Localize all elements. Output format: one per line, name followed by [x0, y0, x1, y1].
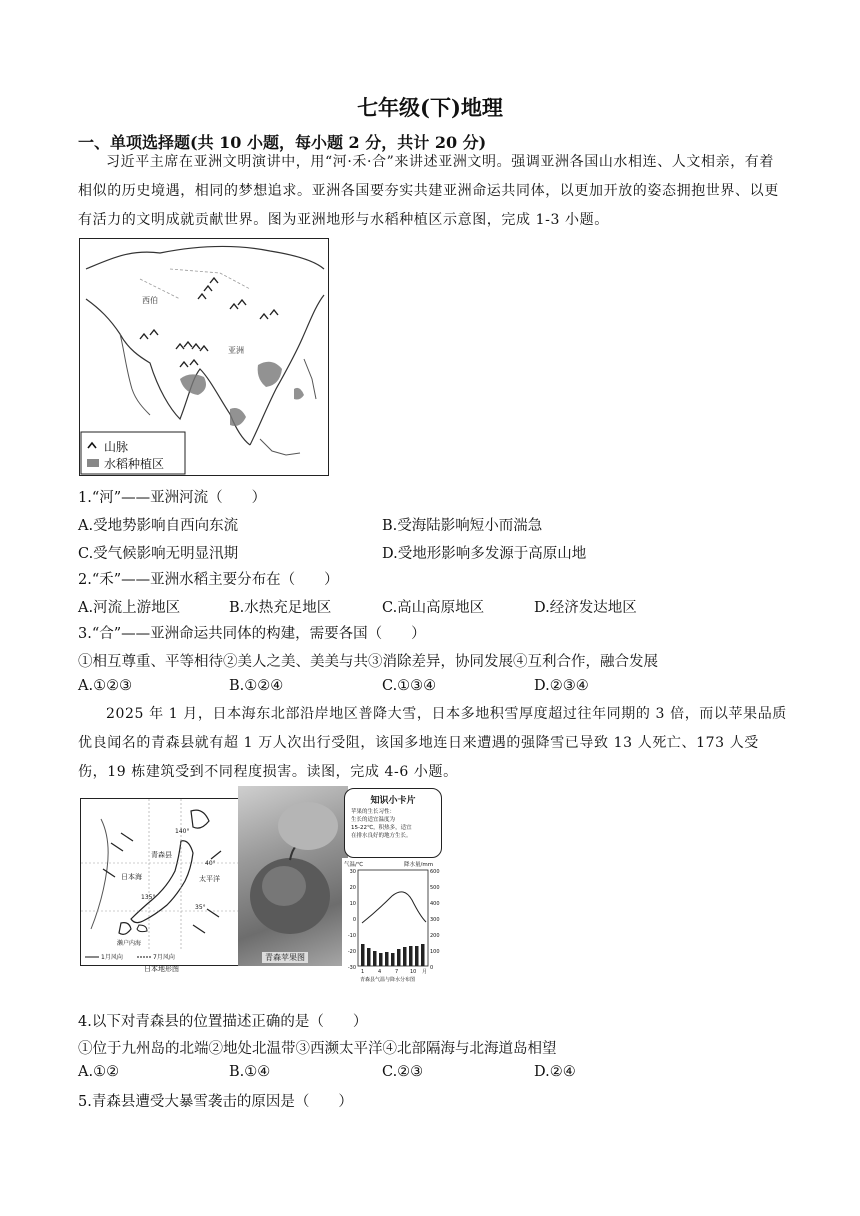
photo-caption: 青森苹果图	[262, 952, 308, 963]
q1-option-d: D.受地形影响多发源于高原山地	[382, 546, 587, 562]
temperature-line	[362, 892, 426, 923]
temp-tick: 10	[349, 901, 356, 907]
temp-tick: -30	[347, 965, 356, 971]
q2-stem: 2.“禾”——亚洲水稻主要分布在（ ）	[78, 572, 339, 588]
precip-tick: 500	[430, 885, 440, 891]
japan-figure	[78, 786, 448, 986]
precip-tick: 600	[430, 869, 440, 875]
temp-tick: -10	[347, 933, 356, 939]
precip-bar	[403, 947, 407, 966]
precip-tick: 100	[430, 949, 440, 955]
month-tick: 7	[395, 969, 399, 975]
q2-option-c: C.高山高原地区	[382, 600, 485, 616]
precip-tick: 0	[430, 965, 434, 971]
page-title: 七年级(下)地理	[357, 95, 503, 120]
map-label-pacific: 太平洋	[199, 875, 220, 883]
q1-option-a: A.受地势影响自西向东流	[78, 518, 239, 534]
q3-option-b: B.①②④	[229, 678, 284, 694]
q5-stem: 5.青森县遭受大暴雪袭击的原因是（ ）	[78, 1094, 353, 1110]
map-label-sea-of-japan: 日本海	[121, 873, 142, 881]
q4-option-d: D.②④	[534, 1064, 576, 1080]
q1-option-b: B.受海陆影响短小而湍急	[382, 518, 543, 534]
q1-stem: 1.“河”——亚洲河流（ ）	[78, 490, 267, 506]
precip-tick: 400	[430, 901, 440, 907]
map-caption: 日本地形图	[144, 965, 179, 973]
q3-option-c: C.①③④	[382, 678, 437, 694]
precip-axis-label: 降水量/mm	[404, 862, 434, 868]
q3-stem: 3.“合”——亚洲命运共同体的构建，需要各国（ ）	[78, 626, 426, 642]
q2-option-a: A.河流上游地区	[78, 600, 181, 616]
q4-stem: 4.以下对青森县的位置描述正确的是（ ）	[78, 1014, 368, 1030]
precip-bar	[391, 953, 395, 966]
asia-map	[80, 239, 328, 475]
passage-1: 习近平主席在亚洲文明演讲中，用“河·禾·合”来讲述亚洲文明。强调亚洲各国山水相连、人文相亲，有着相似的历史境遇，相同的梦想追求。亚洲各国要夯实共建亚洲命运共同体，以更加开放的姿态拥抱世界、以更有活力的文明成就贡献世界。图为亚洲地形与水稻种植区示意图，完成 1-3 小题。	[78, 154, 779, 228]
rice-area-swatch	[87, 459, 99, 467]
card-line-3: 15-22℃，积热多，适宜	[351, 825, 412, 831]
precip-bar	[385, 952, 389, 966]
precip-bar	[415, 946, 419, 966]
legend-jul-wind: 7月风向	[153, 954, 175, 961]
map-label-aomori: 青森县	[151, 851, 172, 859]
climate-chart	[342, 858, 446, 984]
legend-rice: 水稻种植区	[104, 457, 165, 471]
japan-map	[80, 798, 242, 966]
knowledge-card	[344, 788, 442, 858]
precip-bar	[361, 944, 365, 966]
precip-tick: 300	[430, 917, 440, 923]
q3-option-d: D.②③④	[534, 678, 589, 694]
map-label-west: 西伯	[142, 296, 158, 305]
q1-option-c: C.受气候影响无明显汛期	[78, 546, 239, 562]
month-tick: 1	[361, 969, 365, 975]
map-label-135: 135°	[141, 894, 156, 901]
precip-bar	[409, 946, 413, 966]
temp-tick: 20	[349, 885, 356, 891]
map-label-seto: 濑户内海	[117, 940, 142, 947]
map-label-140: 140°	[175, 828, 190, 835]
precip-bar	[373, 951, 377, 966]
card-line-2: 生长的适宜温度为	[351, 817, 396, 823]
q3-items: ①相互尊重、平等相待②美人之美、美美与共③消除差异，协同发展④互利合作，融合发展	[78, 654, 658, 670]
apple-photo	[238, 786, 348, 966]
precip-tick: 200	[430, 933, 440, 939]
temp-axis-label: 气温/℃	[344, 862, 364, 868]
legend-jan-wind: 1月风向	[101, 954, 123, 961]
passage-2: 2025 年 1 月，日本海东北部沿岸地区普降大雪，日本多地积雪厚度超过往年同期的 3 倍，而以苹果品质优良闻名的青森县就有超 1 万人次出行受阻，该国多地连日来遭遇的强降雪已导致 13 人死亡、173 人受伤，19 栋建筑受到不同程度损害。读图，完成 4-6 小题。	[78, 706, 787, 780]
map-label-asia: 亚洲	[228, 346, 244, 355]
month-tick: 4	[378, 969, 382, 975]
month-tick: 10	[410, 969, 417, 975]
precip-bar	[397, 949, 401, 966]
temp-tick: -20	[347, 949, 356, 955]
q4-option-a: A.①②	[78, 1064, 120, 1080]
precip-bar	[421, 944, 425, 966]
card-line-1: 苹果的生长习性：	[351, 809, 396, 815]
temp-tick: 0	[352, 917, 356, 923]
precip-bar	[379, 953, 383, 966]
map-label-35: 35°	[195, 904, 206, 911]
map-label-40: 40°	[205, 860, 216, 867]
q4-option-c: C.②③	[382, 1064, 424, 1080]
card-title: 知识小卡片	[370, 796, 416, 806]
card-line-4: 在排水良好的地方生长。	[351, 833, 412, 839]
climate-caption: 青森县气温与降水分布图	[360, 977, 416, 983]
precip-bar	[367, 948, 371, 966]
q3-option-a: A.①②③	[78, 678, 133, 694]
temp-tick: 30	[349, 869, 356, 875]
q2-option-b: B.水热充足地区	[229, 600, 332, 616]
q4-items: ①位于九州岛的北端②地处北温带③西濒太平洋④北部隔海与北海道岛相望	[78, 1041, 557, 1057]
q4-option-b: B.①④	[229, 1064, 271, 1080]
q2-option-d: D.经济发达地区	[534, 600, 637, 616]
section-heading: 一、单项选择题(共 10 小题，每小题 2 分，共计 20 分)	[78, 133, 487, 152]
month-tick: 月	[422, 969, 428, 975]
asia-map-figure	[79, 238, 329, 476]
legend-mountain: 山脉	[104, 440, 129, 454]
